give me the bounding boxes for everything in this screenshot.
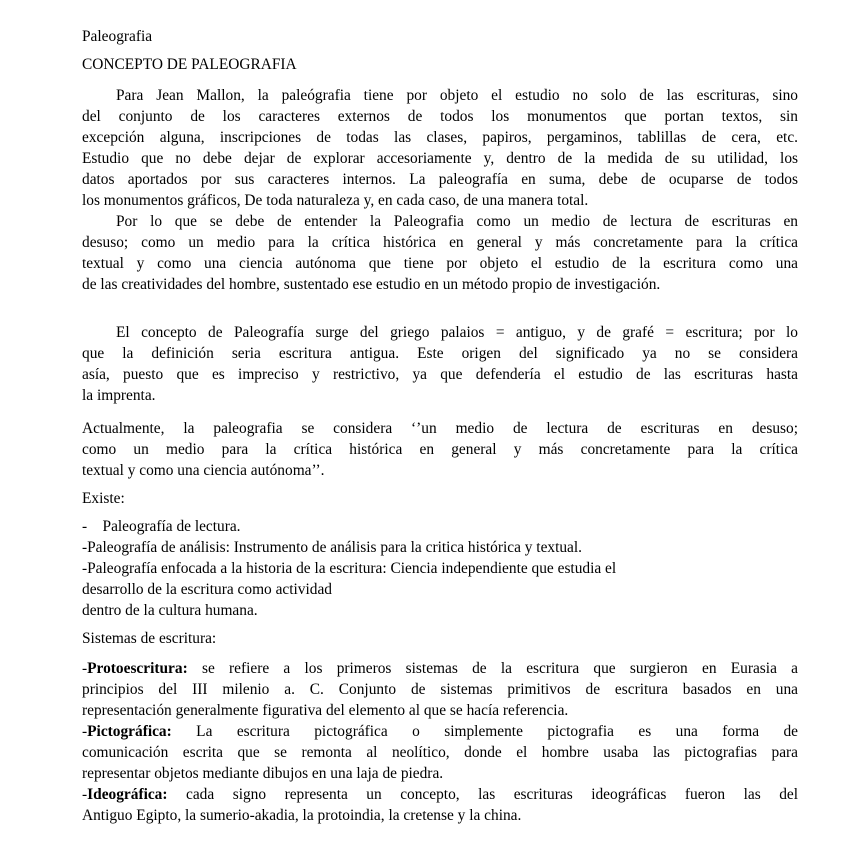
paragraph-line: datos aportados por sus caracteres internos. La paleografía en suma, debe de ocuparse de todos [82, 171, 798, 188]
paragraph-line: del conjunto de los caracteres externos de todos los monumentos que portan textos, sin [82, 108, 798, 125]
section-heading-concepto: CONCEPTO DE PALEOGRAFIA [82, 56, 297, 73]
paragraph-line: excepción alguna, inscripciones de todas las clases, papiros, pergaminos, tablillas de cera, etc. [82, 129, 798, 146]
definition-text: se refiere a los primeros sistemas de la escritura que surgieron en Eurasia a [201, 660, 798, 677]
sistemas-heading: Sistemas de escritura: [82, 630, 217, 647]
list-item-continuation: dentro de la cultura humana. [82, 602, 258, 619]
list-item-continuation: desarrollo de la escritura como actividad [82, 581, 332, 598]
paragraph-line: textual y como una ciencia autónoma’’. [82, 462, 325, 479]
paragraph-line: como un medio para la crítica histórica en general y más concretamente para la crítica [82, 441, 798, 458]
paragraph-line: principios del III milenio a. C. Conjunto de sistemas primitivos de escritura basados en una [82, 681, 798, 698]
paragraph-line: asía, puesto que es impreciso y restrictivo, ya que defendería el estudio de las escrituras hasta [82, 366, 798, 383]
paragraph-line: la imprenta. [82, 387, 156, 404]
paragraph-line: los monumentos gráficos, De toda naturaleza y, en cada caso, de una manera total. [82, 192, 589, 209]
definition-pictografica: -Pictográfica: La escritura pictográfica o simplemente pictografia es una forma de [82, 723, 798, 740]
definition-protoescritura: -Protoescritura: se refiere a los primeros sistemas de la escritura que surgieron en Eurasia a [82, 660, 798, 677]
term-pictografica: Pictográfica: [87, 723, 172, 740]
paragraph-line: representar objetos mediante dibujos en una laja de piedra. [82, 765, 444, 782]
paragraph-line: que la definición seria escritura antigua. Este origen del significado ya no se considera [82, 345, 798, 362]
paragraph-line: Antiguo Egipto, la sumerio-akadia, la protoindia, la cretense y la china. [82, 807, 522, 824]
paragraph-line: El concepto de Paleografía surge del griego palaios = antiguo, y de grafé = escritura; por lo [116, 324, 798, 341]
paragraph-line: Actualmente, la paleografia se considera ‘’un medio de lectura de escrituras en desuso; [82, 420, 798, 437]
term-protoescritura: Protoescritura: [87, 660, 188, 677]
paragraph-line: desuso; como un medio para la crítica histórica en general y más concretamente para la crítica [82, 234, 798, 251]
definition-text: La escritura pictográfica o simplemente pictografia es una forma de [196, 723, 798, 740]
list-item: - Paleografía de lectura. [82, 518, 241, 535]
list-item: -Paleografía de análisis: Instrumento de análisis para la critica histórica y textual. [82, 539, 583, 556]
document-title: Paleografia [82, 28, 153, 45]
existe-heading: Existe: [82, 490, 125, 507]
paragraph-line: Estudio que no debe dejar de explorar accesoriamente y, dentro de la medida de su utilidad, los [82, 150, 798, 167]
paragraph-line: comunicación escrita que se remonta al neolítico, donde el hombre usaba las pictografias para [82, 744, 798, 761]
paragraph-line: textual y como una ciencia autónoma que tiene por objeto el estudio de la escritura como una [82, 255, 798, 272]
paragraph-line: de las creatividades del hombre, sustentado ese estudio en un método propio de investigación. [82, 276, 661, 293]
paragraph-line: Para Jean Mallon, la paleógrafia tiene por objeto el estudio no solo de las escrituras, sino [116, 87, 798, 104]
paragraph-line: representación generalmente figurativa del elemento al que se hacía referencia. [82, 702, 569, 719]
term-ideografica: Ideográfica: [87, 786, 168, 803]
definition-text: cada signo representa un concepto, las escrituras ideográficas fueron las del [186, 786, 798, 803]
paragraph-line: Por lo que se debe de entender la Paleografia como un medio de lectura de escrituras en [116, 213, 798, 230]
definition-ideografica: -Ideográfica: cada signo representa un concepto, las escrituras ideográficas fueron las del [82, 786, 798, 803]
list-item: -Paleografía enfocada a la historia de la escritura: Ciencia independiente que estudia el [82, 560, 617, 577]
